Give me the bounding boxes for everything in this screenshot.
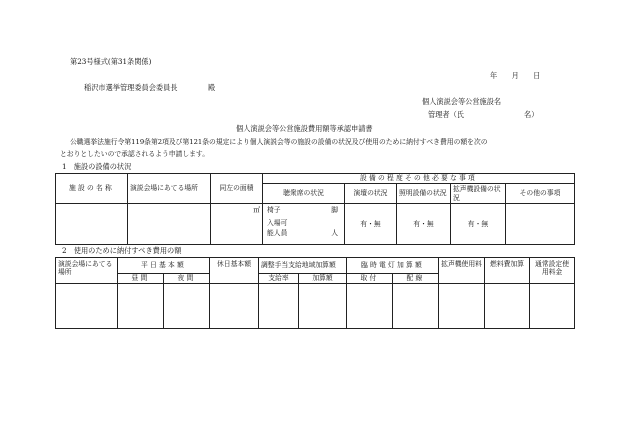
col-fuel: 燃料費加算 xyxy=(485,258,530,284)
section2-heading: 2 使用のために納付すべき費用の額 xyxy=(62,246,182,255)
manager-label: 管理者（氏 xyxy=(428,110,464,119)
cell-other[interactable] xyxy=(506,204,575,245)
cell-fuel[interactable] xyxy=(485,284,530,329)
col-holiday-base: 休日基本額 xyxy=(210,258,259,284)
cell-pa[interactable] xyxy=(451,204,506,245)
fee-table xyxy=(55,257,575,329)
cell-holiday[interactable] xyxy=(210,284,259,329)
pa-yes-no: 有・無 xyxy=(467,219,489,228)
col-wiring: 配線 xyxy=(393,274,439,284)
capacity-label-2: 能人員 xyxy=(267,229,288,237)
section1-heading: 1 施設の設備の状況 xyxy=(62,162,132,171)
cell-pa-fee[interactable] xyxy=(439,284,485,329)
col-install: 取付 xyxy=(347,274,393,284)
col-adjust-allowance: 調整手当支給地域加算額 xyxy=(259,258,347,274)
lighting-yes-no: 有・無 xyxy=(413,219,434,228)
col-lighting: 照明設備の状況 xyxy=(397,184,451,204)
col-seating: 聴衆席の状況 xyxy=(263,184,345,204)
capacity-unit: 人 xyxy=(331,229,338,237)
col-daytime: 昼間 xyxy=(118,274,164,284)
cell-nighttime[interactable] xyxy=(164,284,210,329)
cell-daytime[interactable] xyxy=(118,284,164,329)
body-line-2: とおりとしたいので承認されるよう申請します。 xyxy=(60,150,209,158)
col-add-amount: 加算額 xyxy=(299,274,347,284)
cell-rate[interactable] xyxy=(259,284,299,329)
col-nighttime: 夜間 xyxy=(164,274,210,284)
area-unit: ㎡ xyxy=(253,206,260,214)
capacity-label-1: 入場可 xyxy=(267,219,288,227)
manager-label-tail: 名） xyxy=(524,110,539,119)
col-venue-place: 演説会場にあてる場所 xyxy=(128,174,211,204)
col-rate: 支給率 xyxy=(259,274,299,284)
facility-name-label: 個人演説会等公営施設名 xyxy=(422,97,502,106)
cell-wiring[interactable] xyxy=(393,284,439,329)
stage-yes-no: 有・無 xyxy=(360,219,381,228)
col-normal-fee: 通常設定使用料金 xyxy=(530,258,575,284)
col-pa-fee: 拡声機使用料 xyxy=(439,258,485,284)
col-venue-place-2: 演説会場にあてる場所 xyxy=(56,258,118,284)
date-line: 年 月 日 xyxy=(490,71,541,80)
body-line-1: 公職選挙法施行令第119条第2項及び第121条の規定により個人演説会等の施設の設備の状況及び使用のために納付すべき費用の額を次の xyxy=(70,138,488,146)
col-facility-name: 施設の名称 xyxy=(56,174,128,204)
facility-table xyxy=(55,173,575,245)
col-pa: 拡声機設備の状況 xyxy=(451,184,506,204)
cell-venue-place-2[interactable] xyxy=(56,284,118,329)
honorific: 殿 xyxy=(208,83,216,92)
cell-normal-fee[interactable] xyxy=(530,284,575,329)
addressee: 稲沢市選挙管理委員会委員長 xyxy=(84,83,178,92)
col-other: その他の事項 xyxy=(506,184,575,204)
document-title: 個人演説会等公営施設費用額等承認申請書 xyxy=(236,124,373,133)
chairs-unit: 脚 xyxy=(331,206,338,214)
cell-area[interactable] xyxy=(211,204,263,245)
cell-venue-place[interactable] xyxy=(128,204,211,245)
cell-add-amount[interactable] xyxy=(299,284,347,329)
cell-stage[interactable] xyxy=(345,204,397,245)
chairs-label: 椅子 xyxy=(267,206,281,214)
cell-facility-name[interactable] xyxy=(56,204,128,245)
cell-seating[interactable] xyxy=(263,204,345,245)
col-stage: 演壇の状況 xyxy=(345,184,397,204)
col-equipment-group: 設備の程度その他必要な事項 xyxy=(263,174,575,184)
col-area: 同左の面積 xyxy=(211,174,263,204)
cell-lighting[interactable] xyxy=(397,204,451,245)
cell-install[interactable] xyxy=(347,284,393,329)
form-number: 第23号様式(第31条関係) xyxy=(70,57,152,66)
col-temp-light: 臨時電灯加算額 xyxy=(347,258,439,274)
col-weekday-base: 平日基本額 xyxy=(118,258,210,274)
